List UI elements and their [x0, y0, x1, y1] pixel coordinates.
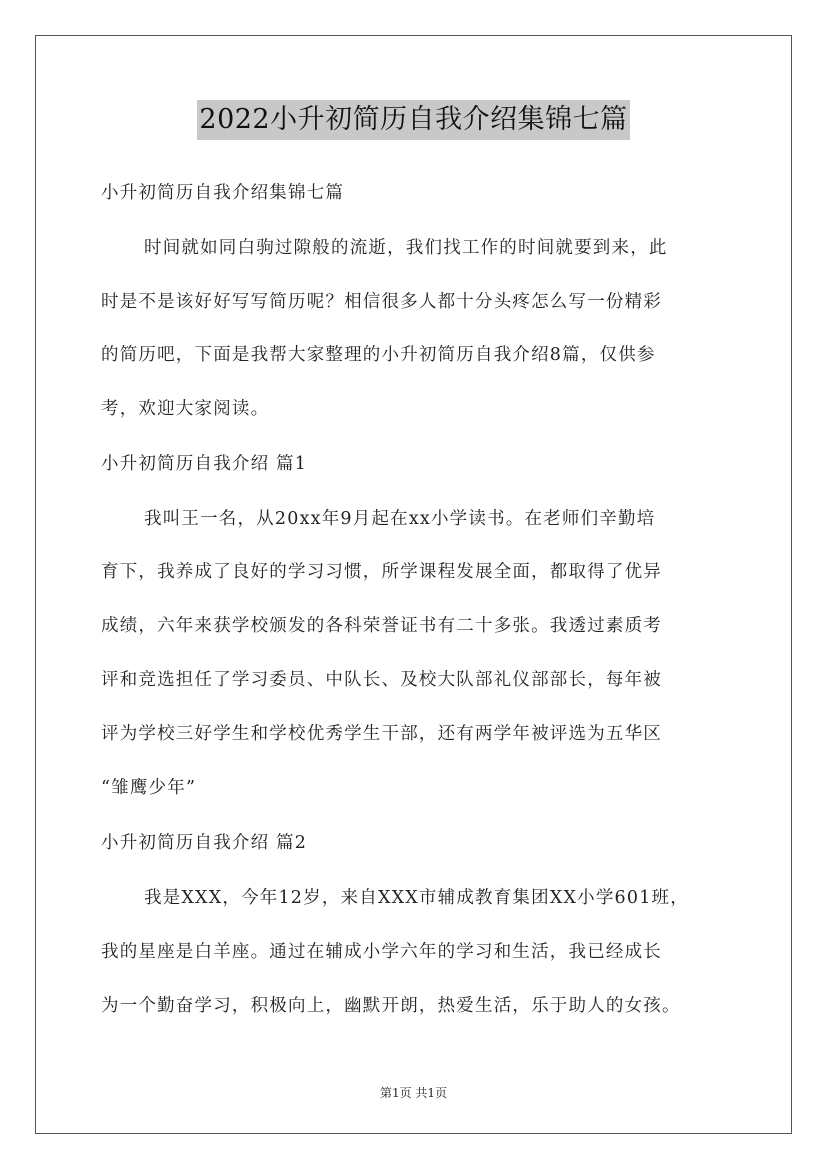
text-line: “雏鹰少年” [101, 778, 197, 798]
text-line: 我是XXX，今年12岁，来自XXX市辅成教育集团XX小学601班， [144, 888, 689, 908]
text-line: 考，欢迎大家阅读。 [101, 399, 270, 419]
text-line: 我叫王一名，从20xx年9月起在xx小学读书。在老师们辛勤培 [144, 509, 656, 529]
page-footer: 第1页 共1页 [379, 1086, 448, 1100]
text-line: 的简历吧，下面是我帮大家整理的小升初简历自我介绍8篇，仅供参 [101, 345, 656, 365]
title-container [0, 100, 827, 140]
text-line: 我的星座是白羊座。通过在辅成小学六年的学习和生活，我已经成长 [101, 942, 662, 962]
text-line: 评和竞选担任了学习委员、中队长、及校大队部礼仪部部长，每年被 [101, 670, 662, 690]
section-heading: 小升初简历自我介绍 篇1 [101, 454, 308, 474]
text-line: 评为学校三好学生和学校优秀学生干部，还有两学年被评选为五华区 [101, 724, 662, 744]
text-line: 时是不是该好好写写简历呢？相信很多人都十分头疼怎么写一份精彩 [101, 292, 662, 312]
text-line: 时间就如同白驹过隙般的流逝，我们找工作的时间就要到来，此 [144, 238, 668, 258]
text-line: 成绩，六年来获学校颁发的各科荣誉证书有二十多张。我透过素质考 [101, 616, 662, 636]
text-line: 育下，我养成了良好的学习习惯，所学课程发展全面，都取得了优异 [101, 562, 662, 582]
document-title: 2022小升初简历自我介绍集锦七篇 [197, 100, 629, 140]
text-line: 为一个勤奋学习，积极向上，幽默开朗，热爱生活，乐于助人的女孩。 [101, 996, 681, 1016]
section-heading: 小升初简历自我介绍 篇2 [101, 833, 308, 853]
subtitle-line: 小升初简历自我介绍集锦七篇 [101, 183, 345, 203]
